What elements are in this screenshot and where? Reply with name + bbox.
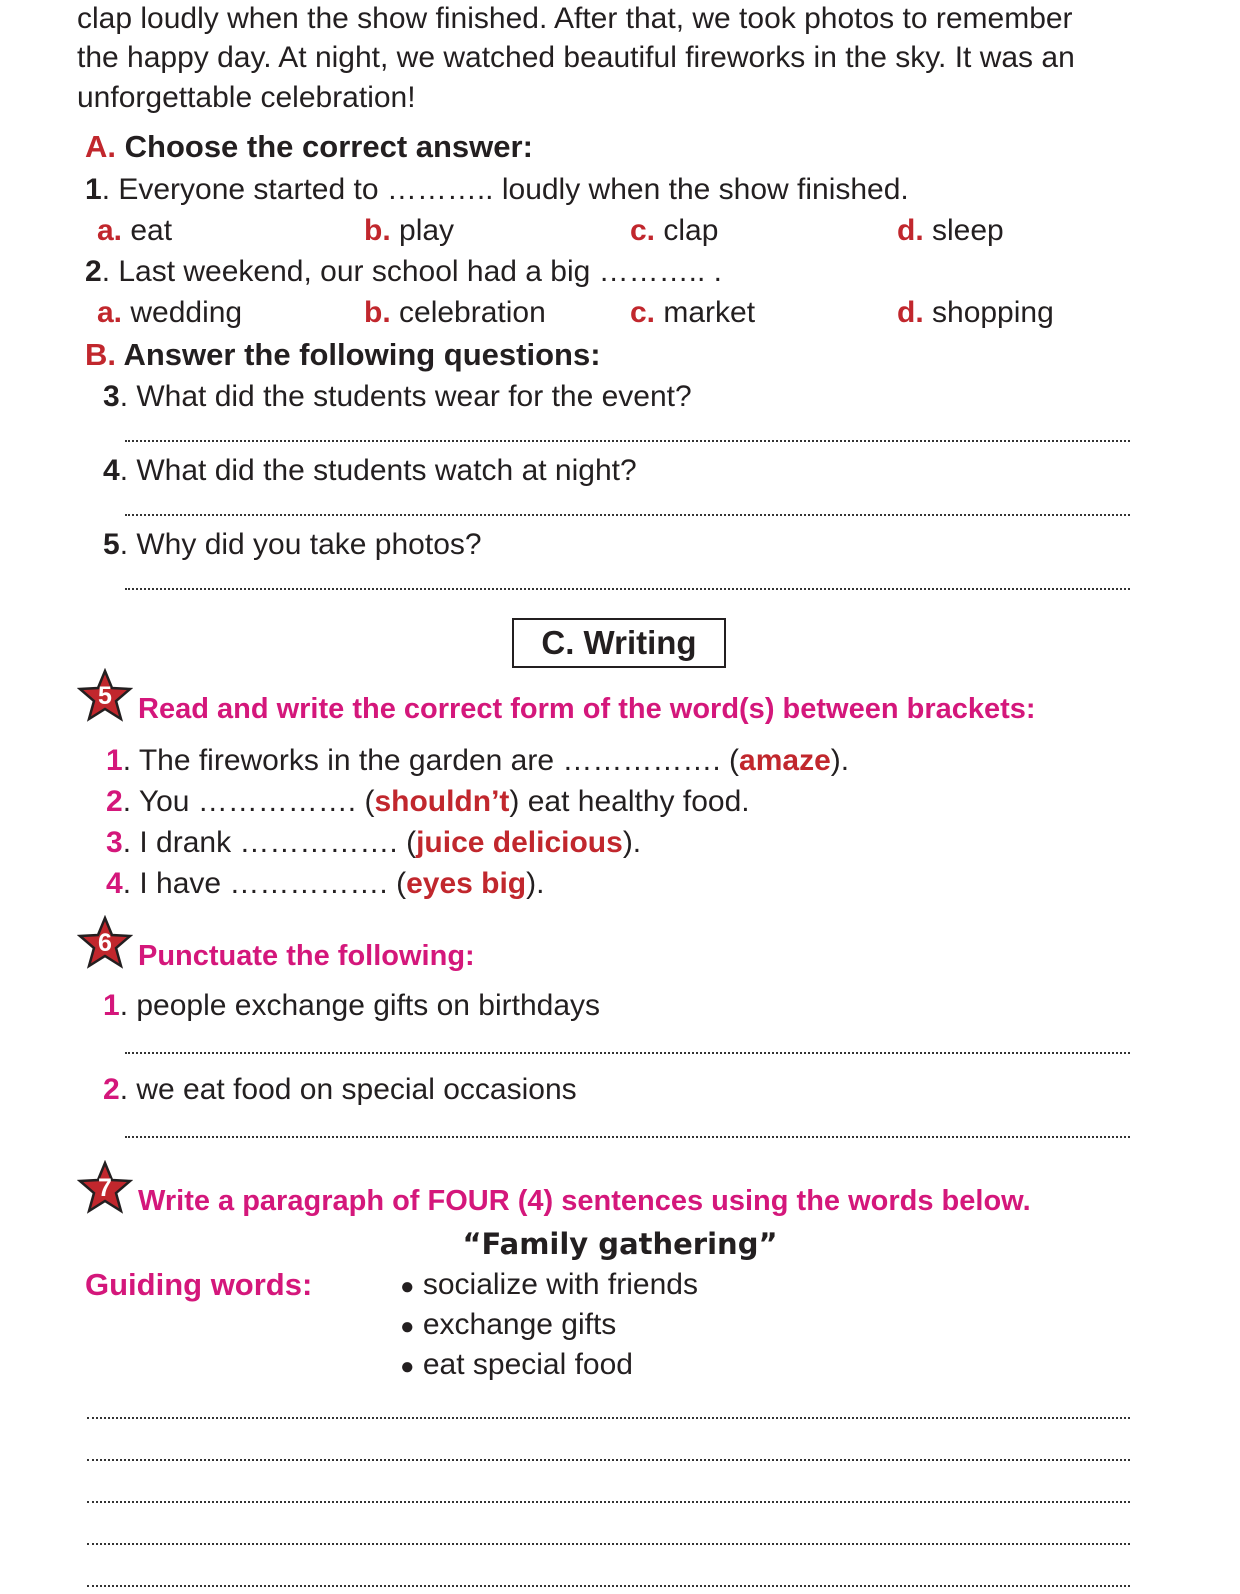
bracket-word: amaze xyxy=(739,744,831,777)
svg-text:5: 5 xyxy=(98,682,112,710)
question-text: . Last weekend, our school had a big ……….. . xyxy=(101,255,723,288)
option-text: wedding xyxy=(122,296,243,329)
bracket-word: juice delicious xyxy=(416,826,623,859)
option-letter: d. xyxy=(897,296,924,329)
section-b-title: Answer the following questions: xyxy=(123,337,601,372)
option-text: eat xyxy=(122,214,173,247)
question-3 xyxy=(103,378,692,416)
option-2c[interactable] xyxy=(630,294,755,332)
option-letter: b. xyxy=(364,296,391,329)
exercise-5-item-2 xyxy=(106,783,750,821)
question-1 xyxy=(85,171,909,209)
exercise-6-item-1 xyxy=(103,987,600,1025)
svg-text:6: 6 xyxy=(98,929,112,957)
guiding-word-1 xyxy=(400,1266,698,1306)
star-badge-5 xyxy=(77,668,133,724)
exercise-5-item-4 xyxy=(106,865,544,903)
item-after: ) eat healthy food. xyxy=(509,785,750,818)
guiding-words-label: Guiding words: xyxy=(85,1267,313,1302)
answer-line-3[interactable] xyxy=(125,440,1130,442)
bracket-word: eyes big xyxy=(406,867,527,900)
star-icon xyxy=(77,668,133,724)
star-badge-6 xyxy=(77,915,133,971)
option-2d[interactable] xyxy=(897,294,1054,332)
item-before: . You ……………. ( xyxy=(122,785,375,818)
star-badge-7 xyxy=(77,1160,133,1216)
exercise-6-instruction: Punctuate the following: xyxy=(138,940,475,972)
exercise-5-item-1 xyxy=(106,742,849,780)
section-c-title-box xyxy=(512,618,726,668)
question-2 xyxy=(85,253,722,291)
item-after: ). xyxy=(830,744,850,777)
paragraph-topic: “Family gathering” xyxy=(462,1227,778,1261)
exercise-7-instruction: Write a paragraph of FOUR (4) sentences using the words below. xyxy=(138,1185,1031,1217)
guiding-word-text: exchange gifts xyxy=(422,1308,617,1341)
answer-line-5[interactable] xyxy=(125,588,1130,590)
item-before: . I have ……………. ( xyxy=(122,867,407,900)
option-2b[interactable] xyxy=(364,294,546,332)
paragraph-line-5[interactable] xyxy=(87,1585,1130,1587)
section-c-title: C. Writing xyxy=(541,624,697,661)
question-number: 2 xyxy=(85,255,102,288)
question-number: 3 xyxy=(103,380,120,413)
exercise-6-item-2 xyxy=(103,1071,577,1109)
exercise-5-instruction: Read and write the correct form of the word(s) between brackets: xyxy=(138,693,1036,725)
item-after: ). xyxy=(622,826,642,859)
item-text: . people exchange gifts on birthdays xyxy=(119,989,601,1022)
option-text: market xyxy=(655,296,756,329)
option-2a[interactable] xyxy=(97,294,242,332)
option-letter: c. xyxy=(630,296,656,329)
option-text: clap xyxy=(655,214,719,247)
item-number: 1 xyxy=(106,744,123,777)
punctuate-line-1[interactable] xyxy=(125,1052,1130,1054)
section-b-heading xyxy=(85,336,601,374)
item-number: 4 xyxy=(106,867,123,900)
guiding-word-text: socialize with friends xyxy=(422,1268,698,1301)
item-after: ). xyxy=(526,867,545,900)
bullet-icon: ● xyxy=(400,1273,415,1300)
option-letter: d. xyxy=(897,214,924,247)
bullet-icon: ● xyxy=(400,1313,415,1340)
option-letter: a. xyxy=(97,296,123,329)
star-icon xyxy=(77,1160,133,1216)
answer-line-4[interactable] xyxy=(125,514,1130,516)
svg-text:7: 7 xyxy=(98,1174,112,1202)
question-number: 4 xyxy=(103,454,120,487)
passage-line-1: clap loudly when the show finished. After that, we took photos to remember xyxy=(77,2,1073,35)
paragraph-line-3[interactable] xyxy=(87,1501,1130,1503)
section-a-letter: A. xyxy=(85,129,116,164)
section-a-heading xyxy=(85,128,533,166)
exercise-5-item-3 xyxy=(106,824,641,862)
passage-line-3: unforgettable celebration! xyxy=(77,81,416,114)
question-text: . Everyone started to ……….. loudly when the show finished. xyxy=(101,173,909,206)
bullet-icon: ● xyxy=(400,1353,415,1380)
paragraph-line-2[interactable] xyxy=(87,1459,1130,1461)
option-text: play xyxy=(390,214,455,247)
item-text: . we eat food on special occasions xyxy=(119,1073,577,1106)
item-number: 3 xyxy=(106,826,123,859)
item-number: 2 xyxy=(106,785,123,818)
passage-line-2: the happy day. At night, we watched beautiful fireworks in the sky. It was an xyxy=(77,41,1075,74)
item-number: 2 xyxy=(103,1073,120,1106)
section-b-letter: B. xyxy=(85,337,116,372)
option-letter: c. xyxy=(630,214,656,247)
guiding-word-text: eat special food xyxy=(422,1348,633,1381)
guiding-word-3 xyxy=(400,1346,633,1386)
option-text: sleep xyxy=(923,214,1004,247)
question-number: 1 xyxy=(85,173,102,206)
question-text: . Why did you take photos? xyxy=(119,528,482,561)
item-before: . The fireworks in the garden are ……………. ( xyxy=(122,744,740,777)
paragraph-line-4[interactable] xyxy=(87,1543,1130,1545)
section-a-title: Choose the correct answer: xyxy=(124,129,533,164)
option-1d[interactable] xyxy=(897,212,1004,250)
option-letter: a. xyxy=(97,214,123,247)
option-text: celebration xyxy=(390,296,546,329)
option-letter: b. xyxy=(364,214,391,247)
question-5 xyxy=(103,526,482,564)
bracket-word: shouldn’t xyxy=(374,785,510,818)
option-1c[interactable] xyxy=(630,212,718,250)
option-1a[interactable] xyxy=(97,212,172,250)
punctuate-line-2[interactable] xyxy=(125,1136,1130,1138)
option-text: shopping xyxy=(923,296,1054,329)
item-number: 1 xyxy=(103,989,120,1022)
option-1b[interactable] xyxy=(364,212,454,250)
question-text: . What did the students watch at night? xyxy=(119,454,637,487)
guiding-word-2 xyxy=(400,1306,616,1346)
item-before: . I drank ……………. ( xyxy=(122,826,417,859)
question-number: 5 xyxy=(103,528,120,561)
star-icon xyxy=(77,915,133,971)
question-4 xyxy=(103,452,637,490)
question-text: . What did the students wear for the event? xyxy=(119,380,692,413)
paragraph-line-1[interactable] xyxy=(87,1417,1130,1419)
